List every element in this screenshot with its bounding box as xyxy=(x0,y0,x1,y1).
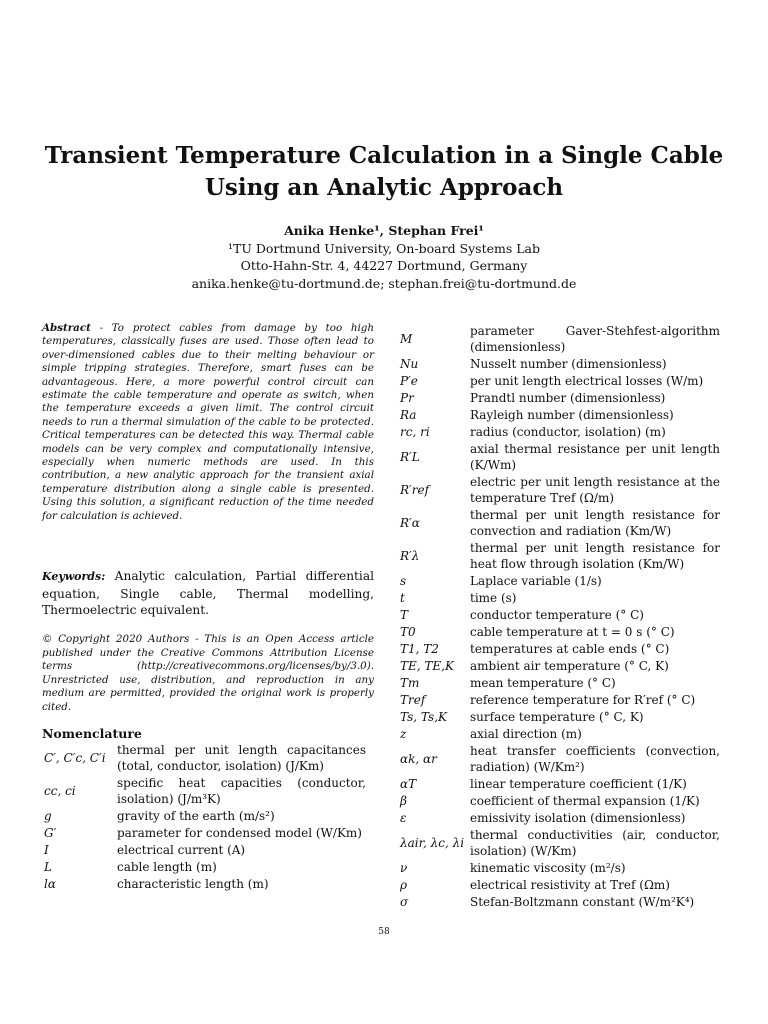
nomenclature-row xyxy=(400,894,720,911)
nomenclature-description: axial direction (m) xyxy=(470,726,582,741)
author-address: Otto-Hahn-Str. 4, 44227 Dortmund, Germany xyxy=(240,258,528,273)
nomenclature-row xyxy=(400,827,720,860)
nomenclature-symbol: Nu xyxy=(400,356,419,371)
nomenclature-row xyxy=(400,474,720,507)
nomenclature-symbol: M xyxy=(400,331,413,346)
nomenclature-row xyxy=(400,743,720,776)
nomenclature-symbol: αk, αr xyxy=(400,751,437,766)
nomenclature-symbol: T0 xyxy=(400,624,416,639)
nomenclature-description: parameter Gaver-Stehfest-algorithm (dimensionless) xyxy=(470,324,720,354)
nomenclature-description: reference temperature for R′ref (° C) xyxy=(470,692,696,707)
nomenclature-description: axial thermal resistance per unit length (K/Wm) xyxy=(470,442,720,472)
nomenclature-description: thermal per unit length resistance for convection and radiation (Km/W) xyxy=(470,508,720,538)
nomenclature-description: cable temperature at t = 0 s (° C) xyxy=(470,624,675,639)
nomenclature-description: surface temperature (° C, K) xyxy=(470,709,644,724)
nomenclature-row xyxy=(400,692,720,709)
nomenclature-description: conductor temperature (° C) xyxy=(470,607,644,622)
page-number: 58 xyxy=(378,927,390,937)
nomenclature-row xyxy=(400,573,720,590)
nomenclature-row xyxy=(400,675,720,692)
nomenclature-symbol: I xyxy=(44,842,49,857)
nomenclature-description: kinematic viscosity (m²/s) xyxy=(470,860,626,875)
nomenclature-symbol: C′, C′c, C′i xyxy=(44,750,106,765)
nomenclature-row xyxy=(400,726,720,743)
nomenclature-description: radius (conductor, isolation) (m) xyxy=(470,424,666,439)
nomenclature-symbol: rc, ri xyxy=(400,424,430,439)
nomenclature-description: ambient air temperature (° C, K) xyxy=(470,658,669,673)
nomenclature-symbol: R′L xyxy=(400,449,420,464)
nomenclature-row xyxy=(400,507,720,540)
nomenclature-symbol: R′ref xyxy=(400,482,430,497)
nomenclature-description: Prandtl number (dimensionless) xyxy=(470,390,666,405)
nomenclature-symbol: g xyxy=(44,808,52,823)
nomenclature-row xyxy=(400,624,720,641)
nomenclature-description: Nusselt number (dimensionless) xyxy=(470,356,667,371)
nomenclature-description: coefficient of thermal expansion (1/K) xyxy=(470,793,700,808)
title-line-2: Using an Analytic Approach xyxy=(204,174,564,201)
nomenclature-description: specific heat capacities (conductor, isolation) (J/m³K) xyxy=(117,776,366,806)
abstract-text: - To protect cables from damage by too high temperatures, classically fuses are used. Those often lead to over-dimensioned cables due to their melting behaviour or simple tripping strategies. Therefore, smart fuses can be advantageous. Here, a more powerful control circuit can estimate the cable temperature and operate as switch, when the temperature exceeds a given limit. The control circuit needs to run a thermal simulation of the cable to be protected. Critical temperatures can be detected this way. Thermal cable models can be very complex and computationally intensive, especially when numeric methods are used. In this contribution, a new analytic approach for the transient axial temperature distribution along a single cable is presented. Using this solution, a significant reduction of the time needed for calculation is achieved. xyxy=(42,322,374,522)
nomenclature-symbol: lα xyxy=(44,876,56,891)
nomenclature-symbol: Ra xyxy=(400,407,417,422)
author-affiliation: ¹TU Dortmund University, On-board Systems Lab xyxy=(227,240,541,256)
nomenclature-symbol: ν xyxy=(400,860,408,875)
nomenclature-row xyxy=(400,776,720,793)
nomenclature-description: thermal conductivities (air, conductor, isolation) (W/Km) xyxy=(470,828,720,858)
nomenclature-description: electric per unit length resistance at the temperature Tref (Ω/m) xyxy=(470,475,720,505)
nomenclature-symbol: β xyxy=(400,793,407,808)
keywords-label: Keywords: xyxy=(42,570,106,583)
nomenclature-row xyxy=(400,607,720,624)
nomenclature-row xyxy=(400,658,720,675)
nomenclature-symbol: ε xyxy=(400,810,407,825)
nomenclature-row xyxy=(400,793,720,810)
nomenclature-description: heat transfer coefficients (convection, radiation) (W/Km²) xyxy=(470,744,720,774)
nomenclature-row xyxy=(400,407,720,424)
keywords xyxy=(42,568,374,619)
nomenclature-row xyxy=(44,825,366,842)
nomenclature-row xyxy=(400,356,720,373)
nomenclature-description: mean temperature (° C) xyxy=(470,675,616,690)
nomenclature-row xyxy=(400,424,720,441)
nomenclature-description: gravity of the earth (m/s²) xyxy=(117,808,275,823)
nomenclature-symbol: ρ xyxy=(400,877,408,892)
nomenclature-symbol: T xyxy=(400,607,409,622)
nomenclature-symbol: Ts, Ts,K xyxy=(400,709,447,724)
abstract-label: Abstract xyxy=(42,322,91,334)
nomenclature-row xyxy=(400,709,720,726)
copyright-notice: © Copyright 2020 Authors - This is an Open Access article published under the Creative Commons Attribution License terms (http://creativecommons.org/licenses/by/3.0). Unrestricted use, distribution, and reproduction in any medium are permitted, provided the original work is properly cited. xyxy=(42,633,374,713)
nomenclature-symbol: R′λ xyxy=(400,548,420,563)
nomenclature-row xyxy=(400,810,720,827)
nomenclature-row xyxy=(400,441,720,474)
abstract xyxy=(42,322,374,523)
nomenclature-table-left xyxy=(44,742,366,893)
nomenclature-row xyxy=(400,590,720,607)
nomenclature-symbol: z xyxy=(400,726,407,741)
nomenclature-description: time (s) xyxy=(470,590,517,605)
nomenclature-description: Rayleigh number (dimensionless) xyxy=(470,407,674,422)
nomenclature-symbol: TE, TE,K xyxy=(400,658,454,673)
nomenclature-description: linear temperature coefficient (1/K) xyxy=(470,776,687,791)
nomenclature-description: electrical resistivity at Tref (Ωm) xyxy=(470,877,670,892)
nomenclature-row xyxy=(44,876,366,893)
nomenclature-description: thermal per unit length capacitances (total, conductor, isolation) (J/Km) xyxy=(117,743,366,773)
nomenclature-row xyxy=(400,860,720,877)
nomenclature-row xyxy=(400,390,720,407)
nomenclature-row xyxy=(44,808,366,825)
nomenclature-description: emissivity isolation (dimensionless) xyxy=(470,810,686,825)
nomenclature-symbol: P′e xyxy=(400,373,418,388)
paper-title xyxy=(0,140,768,204)
nomenclature-symbol: σ xyxy=(400,894,409,909)
nomenclature-symbol: Tref xyxy=(400,692,426,707)
nomenclature-symbol: cc, ci xyxy=(44,783,76,798)
nomenclature-symbol: R′α xyxy=(400,515,420,530)
nomenclature-symbol: s xyxy=(400,573,407,588)
nomenclature-description: characteristic length (m) xyxy=(117,876,269,891)
author-emails: anika.henke@tu-dortmund.de; stephan.frei@tu-dortmund.de xyxy=(191,275,577,291)
nomenclature-description: thermal per unit length resistance for heat flow through isolation (Km/W) xyxy=(470,541,720,571)
nomenclature-symbol: G′ xyxy=(44,825,57,840)
keywords-text: Analytic calculation, Partial differential equation, Single cable, Thermal modelling, Thermoelectric equivalent. xyxy=(42,569,374,617)
nomenclature-heading: Nomenclature xyxy=(42,726,142,741)
nomenclature-symbol: αT xyxy=(400,776,417,791)
nomenclature-description: Stefan-Boltzmann constant (W/m²K⁴) xyxy=(470,894,695,909)
nomenclature-symbol: t xyxy=(400,590,405,605)
nomenclature-description: electrical current (A) xyxy=(117,842,246,857)
nomenclature-symbol: T1, T2 xyxy=(400,641,439,656)
nomenclature-description: parameter for condensed model (W/Km) xyxy=(117,825,362,840)
nomenclature-row xyxy=(400,641,720,658)
nomenclature-row xyxy=(400,323,720,356)
nomenclature-description: cable length (m) xyxy=(117,859,217,874)
nomenclature-row xyxy=(400,373,720,390)
nomenclature-row xyxy=(400,540,720,573)
nomenclature-symbol: λair, λc, λi xyxy=(400,835,465,850)
nomenclature-description: Laplace variable (1/s) xyxy=(470,573,602,588)
nomenclature-description: temperatures at cable ends (° C) xyxy=(470,641,670,656)
nomenclature-description: per unit length electrical losses (W/m) xyxy=(470,373,704,388)
author-names: Anika Henke¹, Stephan Frei¹ xyxy=(284,223,484,238)
nomenclature-row xyxy=(400,877,720,894)
nomenclature-row xyxy=(44,742,366,775)
title-line-1: Transient Temperature Calculation in a Single Cable xyxy=(44,142,724,169)
nomenclature-row xyxy=(44,775,366,808)
nomenclature-row xyxy=(44,859,366,876)
author-block xyxy=(0,222,768,292)
nomenclature-symbol: Pr xyxy=(400,390,414,405)
nomenclature-table-right xyxy=(400,323,720,911)
nomenclature-symbol: Tm xyxy=(400,675,420,690)
nomenclature-row xyxy=(44,842,366,859)
nomenclature-symbol: L xyxy=(44,859,52,874)
